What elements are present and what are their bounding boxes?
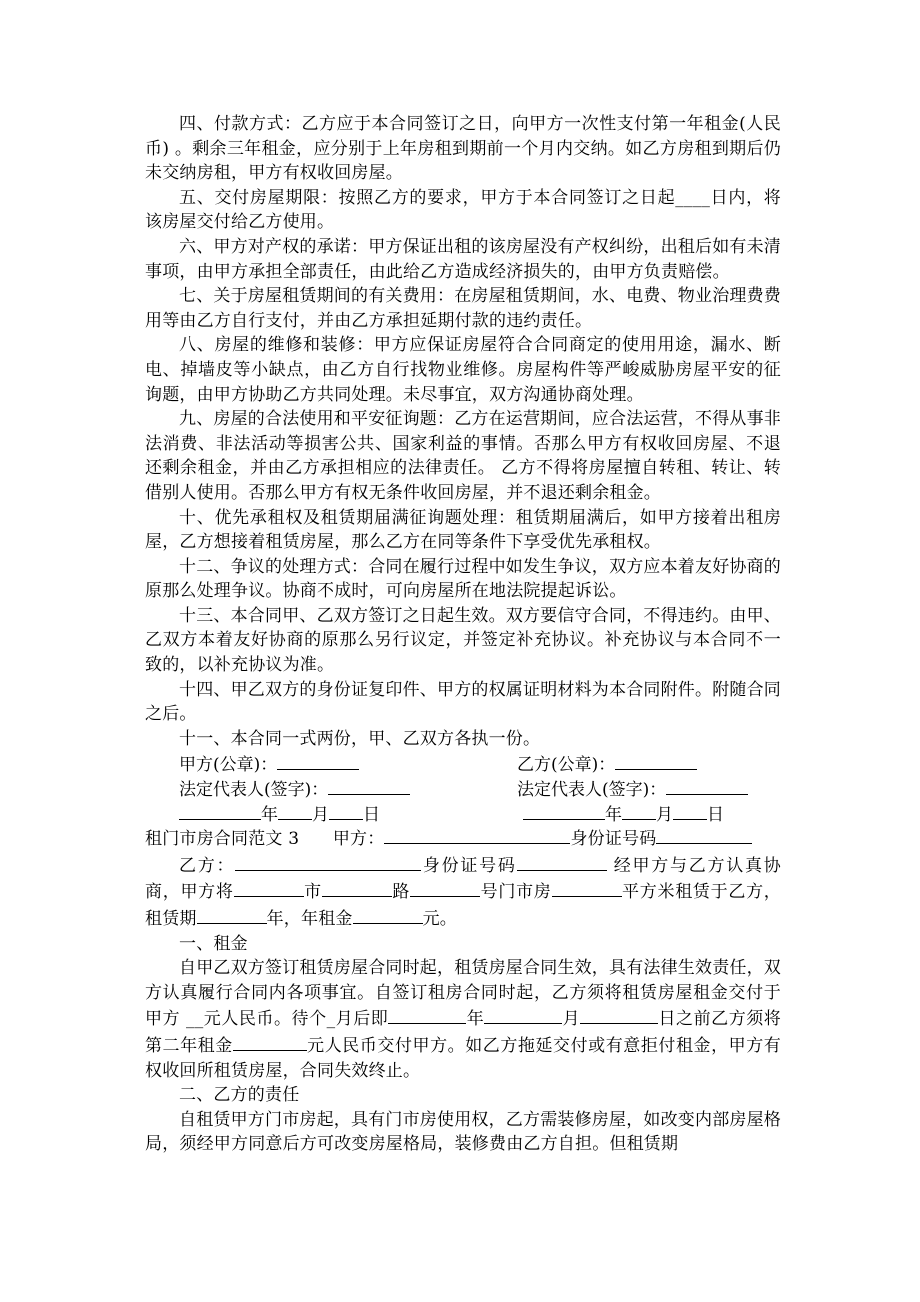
clause-12: 十二、争议的处理方式：合同在履行过程中如发生争议，双方应本着友好协商的原那么处理争议。协商不成时，可向房屋所在地法院提起诉讼。 xyxy=(145,556,781,602)
document-body xyxy=(145,112,781,1157)
party-b-rep-label: 法定代表人(签字)： xyxy=(517,776,748,803)
party-b-seal-label: 乙方(公章)： xyxy=(517,751,697,778)
clause-11: 十一、本合同一式两份，甲、乙双方各执一份。 xyxy=(179,728,541,749)
clause-4: 四、付款方式：乙方应于本合同签订之日，向甲方一次性支付第一年租金(人民币) 。剩余三年租金，应分别于上年房租到期前一个月内交纳。如乙方房租到期后仍未交纳房租，甲方有权收回房屋。 xyxy=(145,114,781,184)
party-a-rep-label: 法定代表人(签字)： xyxy=(179,776,410,803)
party-b-date: 年 月 日 xyxy=(523,801,724,828)
contract3-title-line: 租门市房合同范文 3 甲方： 身份证号码 xyxy=(145,825,781,852)
party-a-date: 年 月 日 xyxy=(179,801,380,828)
signature-seal-row xyxy=(145,751,781,776)
section-heading-responsibility: 二、乙方的责任 xyxy=(179,1085,300,1106)
contract3-intro: 乙方： 身份证号码 经甲方与乙方认真协商，甲方将 市 路 号门市房 平方米租赁于乙方，租赁期 年，年租金 元。 xyxy=(145,852,781,932)
clause-5: 五、交付房屋期限：按照乙方的要求，甲方于本合同签订之日起____日内，将该房屋交付给乙方使用。 xyxy=(145,187,781,233)
clause-14: 十四、甲乙双方的身份证复印件、甲方的权属证明材料为本合同附件。附随合同之后。 xyxy=(145,679,781,725)
signature-date-row xyxy=(145,801,781,826)
clause-9: 九、房屋的合法使用和平安征询题：乙方在运营期间，应合法运营，不得从事非法消费、非法活动等损害公共、国家利益的事情。否那么甲方有权收回房屋、不退还剩余租金，并由乙方承担相应的法律责任。 乙方不得将房屋擅自转租、转让、转借别人使用。否那么甲方有权无条件收回房屋，并不退还剩余租金。 xyxy=(145,409,781,503)
section-heading-rent: 一、租金 xyxy=(179,933,248,954)
clause-8: 八、房屋的维修和装修：甲方应保证房屋符合合同商定的使用用途，漏水、断电、掉墙皮等小缺点，由乙方自行找物业维修。房屋构件等严峻威胁房屋平安的征询题，由甲方协助乙方共同处理。未尽事宜，双方沟通协商处理。 xyxy=(145,335,781,405)
responsibility-paragraph: 自租赁甲方门市房起，具有门市房使用权，乙方需装修房屋，如改变内部房屋格局，须经甲方同意后方可改变房屋格局，装修费由乙方自担。但租赁期 xyxy=(145,1109,781,1155)
clause-6: 六、甲方对产权的承诺：甲方保证出租的该房屋没有产权纠纷，出租后如有未清事项，由甲方承担全部责任，由此给乙方造成经济损失的，由甲方负责赔偿。 xyxy=(145,236,781,282)
clause-7: 七、关于房屋租赁期间的有关费用：在房屋租赁期间，水、电费、物业治理费费用等由乙方自行支付，并由乙方承担延期付款的违约责任。 xyxy=(145,286,781,331)
clause-10: 十、优先承租权及租赁期届满征询题处理：租赁期届满后，如甲方接着出租房屋，乙方想接着租赁房屋，那么乙方在同等条件下享受优先承租权。 xyxy=(145,507,781,553)
rent-paragraph: 自甲乙双方签订租赁房屋合同时起，租赁房屋合同生效，具有法律生效责任，双方认真履行合同内各项事宜。自签订租房合同时起，乙方须将租赁房屋租金交付于甲方 __元人民币。待个_月后即 年 月 日之前乙方须将第二年租金 元人民币交付甲方。如乙方拖延交付或有意拒付租金，甲方有权收回所租赁房屋，合同失效终止。 xyxy=(145,958,782,1081)
clause-13: 十三、本合同甲、乙双方签订之日起生效。双方要信守合同，不得违约。由甲、乙双方本着友好协商的原那么另行议定，并签定补充协议。补充协议与本合同不一致的，以补充协议为准。 xyxy=(145,605,781,676)
signature-rep-row xyxy=(145,776,781,801)
party-a-seal-label: 甲方(公章)： xyxy=(179,751,359,778)
